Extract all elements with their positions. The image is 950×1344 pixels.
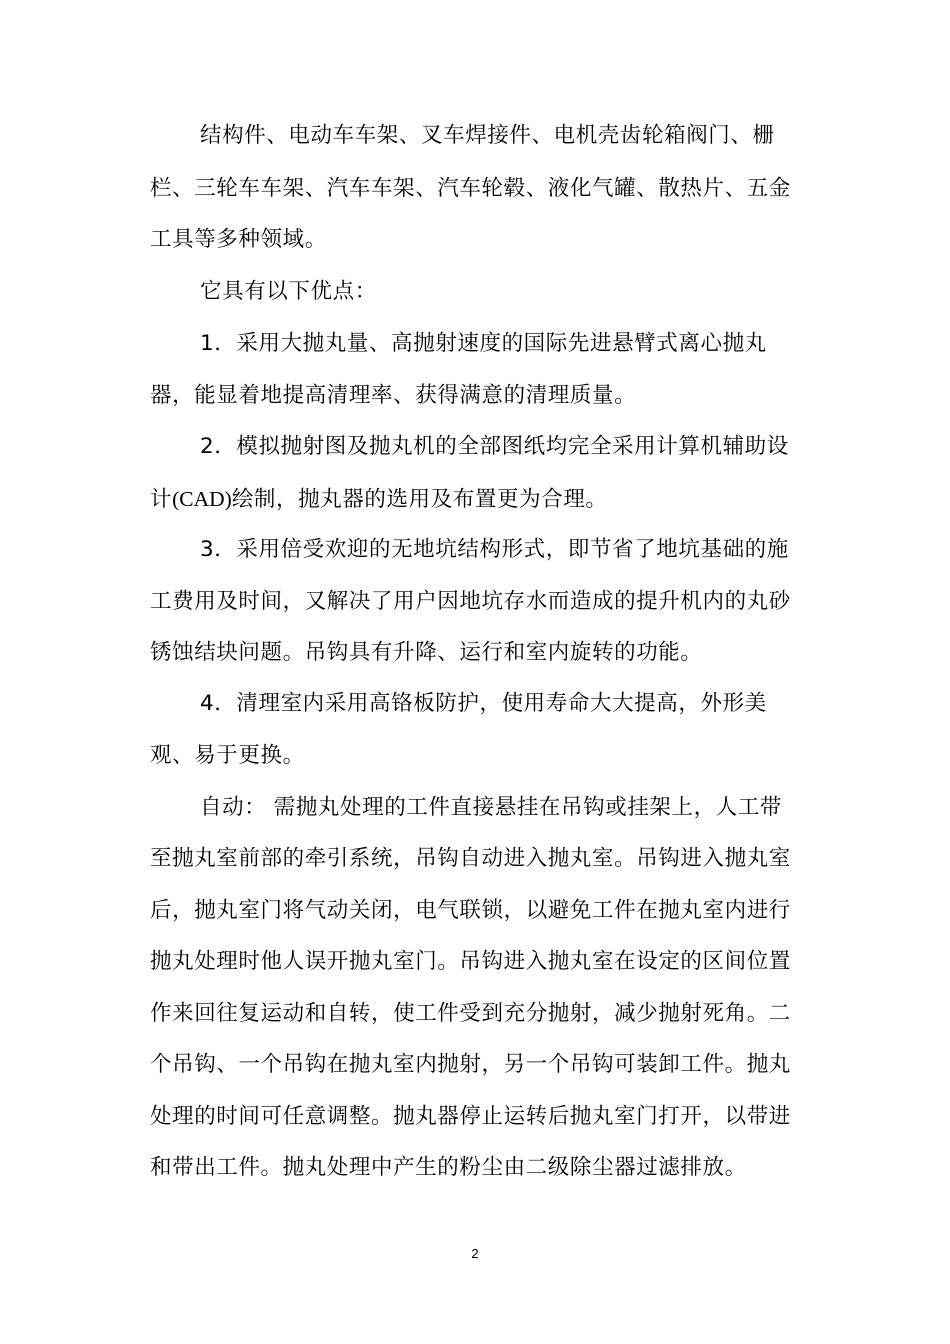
- paragraph-line: 栏、三轮车车架、汽车车架、汽车轮毂、液化气罐、散热片、五金: [150, 176, 791, 201]
- advantage-1-line: 器，能显着地提高清理率、获得满意的清理质量。: [150, 383, 637, 408]
- text-run: 绘制，抛丸器的选用及布置更为合理。: [231, 487, 608, 512]
- automatic-paragraph-line: 后，抛丸室门将气动关闭，电气联锁，以避免工件在抛丸室内进行: [150, 898, 791, 923]
- automatic-paragraph-line: 和带出工件。抛丸处理中产生的粉尘由二级除尘器过滤排放。: [150, 1155, 747, 1180]
- advantage-2-line: [150, 485, 608, 514]
- automatic-paragraph-line: 自动： 需抛丸处理的工件直接悬挂在吊钩或挂架上，人工带: [200, 795, 783, 820]
- paragraph-line: 结构件、电动车车架、叉车焊接件、电机壳齿轮箱阀门、栅: [200, 123, 775, 148]
- text-run: 计: [150, 487, 173, 512]
- advantage-1-line: 1．采用大抛丸量、高抛射速度的国际先进悬臂式离心抛丸: [200, 331, 767, 356]
- automatic-paragraph-line: 至抛丸室前部的牵引系统，吊钩自动进入抛丸室。吊钩进入抛丸室: [150, 846, 791, 871]
- advantage-3-line: 3．采用倍受欢迎的无地坑结构形式，即节省了地坑基础的施: [200, 537, 789, 562]
- automatic-paragraph-line: 抛丸处理时他人误开抛丸室门。吊钩进入抛丸室在设定的区间位置: [150, 949, 791, 974]
- paragraph-line: 工具等多种领域。: [150, 227, 327, 252]
- advantage-3-line: 工费用及时间，又解决了用户因地坑存水而造成的提升机内的丸砂: [150, 589, 791, 614]
- advantage-4-line: 4．清理室内采用高铬板防护，使用寿命大大提高，外形美: [200, 691, 767, 716]
- page-number: 2: [471, 1246, 479, 1261]
- advantage-3-line: 锈蚀结块问题。吊钩具有升降、运行和室内旋转的功能。: [150, 640, 703, 665]
- automatic-paragraph-line: 作来回往复运动和自转，使工件受到充分抛射，减少抛射死角。二: [150, 1001, 791, 1026]
- advantage-2-line: 2．模拟抛射图及抛丸机的全部图纸均完全采用计算机辅助设: [200, 434, 789, 459]
- automatic-paragraph-line: 处理的时间可任意调整。抛丸器停止运转后抛丸室门打开，以带进: [150, 1104, 791, 1129]
- section-intro: 它具有以下优点：: [200, 279, 377, 304]
- cad-abbreviation: (CAD): [172, 487, 232, 511]
- automatic-paragraph-line: 个吊钩、一个吊钩在抛丸室内抛射，另一个吊钩可装卸工件。抛丸: [150, 1052, 791, 1077]
- advantage-4-line: 观、易于更换。: [150, 743, 305, 768]
